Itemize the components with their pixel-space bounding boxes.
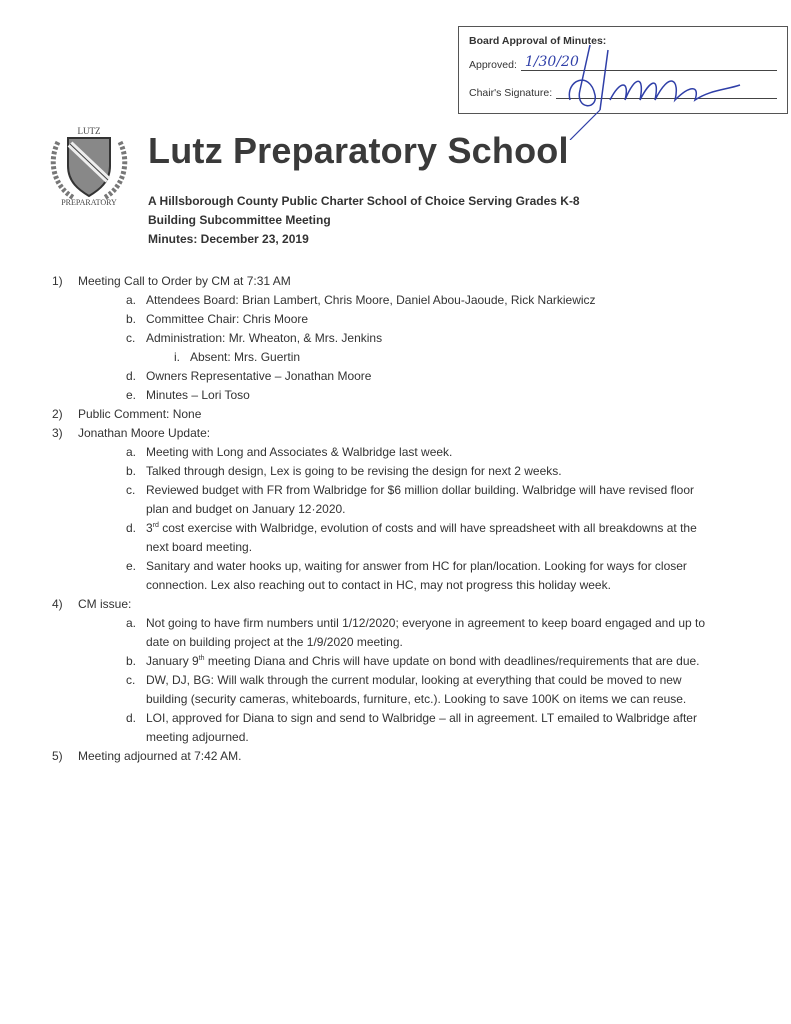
- item-text: Owners Representative – Jonathan Moore: [146, 369, 372, 383]
- item-number: 4): [52, 597, 63, 611]
- item-number: e.: [126, 559, 137, 573]
- item-text: LOI, approved for Diana to sign and send to Walbridge – all in agreement. LT emailed to Walbridge after meeting adjourned.: [146, 711, 697, 744]
- agenda-subitem: [126, 462, 752, 481]
- item-number: 1): [52, 274, 63, 288]
- item-text-prefix: January 9: [146, 654, 199, 668]
- item-text: Meeting adjourned at 7:42 AM.: [78, 749, 242, 763]
- item-number: 3): [52, 426, 63, 440]
- item-text: Minutes – Lori Toso: [146, 388, 250, 402]
- item-text: Talked through design, Lex is going to be revising the design for next 2 weeks.: [146, 464, 562, 478]
- item-number: a.: [126, 445, 137, 459]
- item-number: b.: [126, 464, 137, 478]
- minutes-list: [52, 272, 752, 766]
- agenda-subitem: [126, 386, 752, 405]
- agenda-subitem: [126, 614, 752, 652]
- document-subheader: [148, 192, 580, 249]
- item-number: c.: [126, 673, 136, 687]
- item-text: [146, 519, 706, 557]
- agenda-subitem: [126, 367, 752, 386]
- approved-label: Approved:: [469, 59, 517, 71]
- item-text: Absent: Mrs. Guertin: [190, 350, 301, 364]
- agenda-subitem: [126, 652, 752, 671]
- agenda-subitem: [126, 291, 752, 310]
- item-text: Meeting Call to Order by CM at 7:31 AM: [78, 274, 291, 288]
- agenda-subitem: [126, 519, 752, 557]
- approved-date-handwritten: 1/30/20: [524, 54, 579, 70]
- agenda-item: [52, 272, 752, 291]
- item-number: c.: [126, 483, 136, 497]
- school-crest-logo: [44, 122, 134, 206]
- agenda-subitem: [126, 310, 752, 329]
- item-number: b.: [126, 654, 137, 668]
- agenda-subitem: [126, 329, 752, 348]
- item-number: b.: [126, 312, 137, 326]
- approval-title: Board Approval of Minutes:: [469, 35, 607, 47]
- item-number: e.: [126, 388, 137, 402]
- agenda-item: [52, 424, 752, 443]
- agenda-subsubitem: [174, 348, 752, 367]
- chair-signature: [560, 40, 760, 140]
- agenda-subitem: [126, 671, 752, 709]
- logo-text-top: LUTZ: [77, 126, 101, 136]
- item-text: Committee Chair: Chris Moore: [146, 312, 309, 326]
- ordinal-suffix: th: [198, 655, 205, 662]
- item-number: 5): [52, 749, 63, 763]
- agenda-subitem: [126, 709, 752, 747]
- minutes-date: Minutes: December 23, 2019: [148, 232, 309, 246]
- item-number: 2): [52, 407, 63, 421]
- school-tagline: A Hillsborough County Public Charter School of Choice Serving Grades K-8: [148, 194, 580, 208]
- item-text: Jonathan Moore Update:: [78, 426, 211, 440]
- item-text: Not going to have firm numbers until 1/12/2020; everyone in agreement to keep board engaged and up to date on building project at the 1/9/2020 meeting.: [146, 616, 706, 649]
- item-text-prefix: 3: [146, 521, 153, 535]
- meeting-name: Building Subcommittee Meeting: [148, 213, 331, 227]
- item-text: CM issue:: [78, 597, 132, 611]
- item-text: Sanitary and water hooks up, waiting for answer from HC for plan/location. Looking for ways for closer connection. Lex also reaching out to contact in HC, may not progress this holiday week.: [146, 559, 687, 592]
- agenda-item: [52, 405, 752, 424]
- signature-label: Chair's Signature:: [469, 87, 553, 99]
- ordinal-suffix: rd: [152, 522, 159, 529]
- agenda-item: [52, 747, 752, 766]
- item-number: d.: [126, 711, 137, 725]
- item-text: DW, DJ, BG: Will walk through the current modular, looking at everything that could be moved to new building (security cameras, whiteboards, furniture, etc.). Looking to save 100K on items we can reuse.: [146, 673, 687, 706]
- agenda-subitem: [126, 557, 752, 595]
- item-number: c.: [126, 331, 136, 345]
- agenda-subitem: [126, 443, 752, 462]
- item-text-rest: cost exercise with Walbridge, evolution of costs and will have spreadsheet with all breakdowns at the next board meeting.: [146, 521, 697, 554]
- item-number: d.: [126, 521, 137, 535]
- item-text: Administration: Mr. Wheaton, & Mrs. Jenkins: [146, 331, 383, 345]
- item-number: d.: [126, 369, 137, 383]
- item-number: a.: [126, 616, 137, 630]
- item-text: Public Comment: None: [78, 407, 202, 421]
- school-name: Lutz Preparatory School: [148, 130, 569, 171]
- item-text-rest: meeting Diana and Chris will have update on bond with deadlines/requirements that are due.: [204, 654, 700, 668]
- item-number: a.: [126, 293, 137, 307]
- item-text: [146, 652, 706, 671]
- item-number: i.: [174, 350, 180, 364]
- item-text: Meeting with Long and Associates & Walbridge last week.: [146, 445, 453, 459]
- item-text: Attendees Board: Brian Lambert, Chris Moore, Daniel Abou-Jaoude, Rick Narkiewicz: [146, 293, 596, 307]
- item-text: Reviewed budget with FR from Walbridge for $6 million dollar building. Walbridge will have revised floor plan and budget on January 12·2020.: [146, 483, 695, 516]
- logo-text-bottom: PREPARATORY: [61, 198, 117, 206]
- agenda-subitem: [126, 481, 752, 519]
- agenda-item: [52, 595, 752, 614]
